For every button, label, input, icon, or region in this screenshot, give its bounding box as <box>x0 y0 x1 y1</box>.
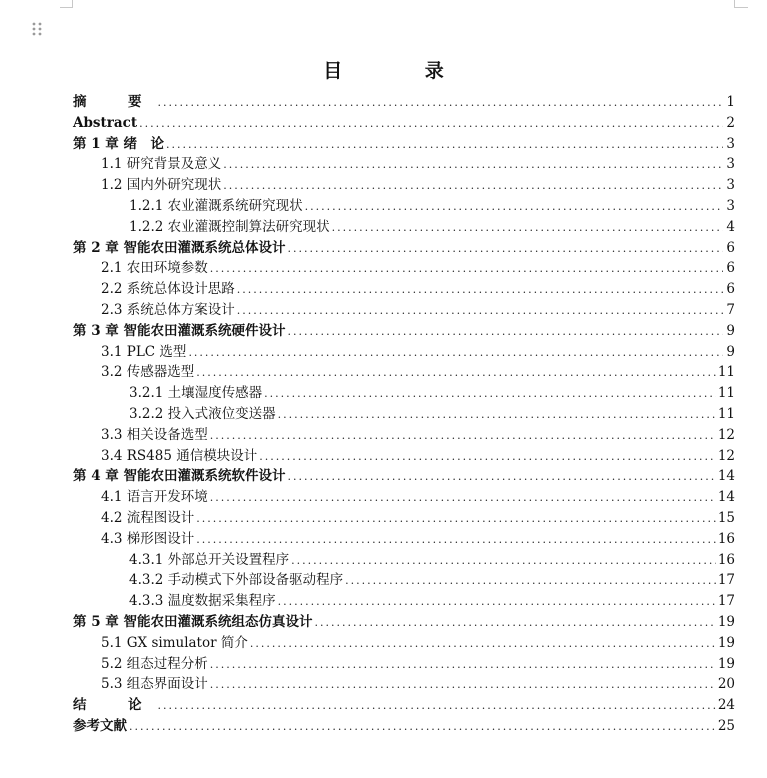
toc-entry-label: 4.3 梯形图设计 <box>101 530 195 547</box>
table-of-contents <box>73 92 735 737</box>
toc-entry-page-number: 16 <box>717 530 735 547</box>
toc-entry[interactable] <box>73 404 735 425</box>
toc-entry-page-number: 4 <box>726 218 735 235</box>
toc-entry[interactable] <box>73 196 735 217</box>
toc-entry-page-number: 14 <box>717 489 735 506</box>
toc-dot-leader <box>210 259 723 280</box>
toc-entry-page-number: 3 <box>726 197 735 214</box>
toc-dot-leader <box>196 530 716 551</box>
toc-entry[interactable] <box>73 425 735 446</box>
toc-entry-label: 3.2.2 投入式液位变送器 <box>129 405 276 422</box>
toc-entry-label: 1.1 研究背景及意义 <box>101 156 222 173</box>
toc-entry-page-number: 20 <box>717 676 735 693</box>
toc-title: 目 录 <box>323 60 482 82</box>
toc-entry[interactable] <box>73 695 735 716</box>
toc-entry[interactable] <box>73 674 735 695</box>
toc-entry-page-number: 16 <box>717 551 735 568</box>
toc-dot-leader <box>250 634 716 655</box>
toc-entry-page-number: 3 <box>726 135 735 152</box>
toc-entry-label: 1.2.1 农业灌溉系统研究现状 <box>129 197 303 214</box>
toc-entry-page-number: 19 <box>717 613 735 630</box>
toc-entry-page-number: 12 <box>717 426 735 443</box>
toc-entry-page-number: 12 <box>717 447 735 464</box>
toc-dot-leader <box>259 447 716 468</box>
toc-dot-leader <box>237 280 723 301</box>
toc-entry-page-number: 19 <box>717 655 735 672</box>
toc-entry-label: 第 2 章 智能农田灌溉系统总体设计 <box>73 239 286 256</box>
toc-dot-leader <box>210 488 716 509</box>
toc-dot-leader <box>196 363 716 384</box>
toc-entry-label: 4.3.1 外部总开关设置程序 <box>129 551 290 568</box>
toc-entry-page-number: 9 <box>726 343 735 360</box>
toc-entry-page-number: 3 <box>726 156 735 173</box>
toc-entry[interactable] <box>73 612 735 633</box>
toc-entry-page-number: 1 <box>726 94 735 110</box>
toc-entry[interactable] <box>73 258 735 279</box>
toc-dot-leader <box>345 571 716 592</box>
toc-entry-label: 5.2 组态过程分析 <box>101 655 208 672</box>
toc-entry[interactable] <box>73 383 735 404</box>
toc-entry-page-number: 7 <box>726 301 735 318</box>
toc-entry[interactable] <box>73 716 735 737</box>
toc-entry[interactable] <box>73 134 735 155</box>
toc-entry-label: Abstract <box>73 114 138 131</box>
toc-entry[interactable] <box>73 550 735 571</box>
toc-entry-page-number: 14 <box>717 468 735 485</box>
toc-entry-label: 4.1 语言开发环境 <box>101 489 208 506</box>
toc-dot-leader <box>210 426 716 447</box>
toc-entry-page-number: 11 <box>717 385 735 402</box>
toc-entry-label: 1.2 国内外研究现状 <box>101 177 222 194</box>
toc-entry[interactable] <box>73 175 735 196</box>
toc-entry-label: 结 论 <box>73 697 156 714</box>
toc-dot-leader <box>223 155 723 176</box>
toc-dot-leader <box>264 384 716 405</box>
toc-dot-leader <box>332 218 723 239</box>
toc-dot-leader <box>315 613 716 634</box>
toc-entry-label: 3.4 RS485 通信模块设计 <box>101 447 258 464</box>
toc-dot-leader <box>210 675 716 696</box>
toc-entry[interactable] <box>73 113 735 134</box>
toc-dot-leader <box>129 717 716 738</box>
toc-entry-page-number: 24 <box>717 697 735 714</box>
drag-handle-icon[interactable] <box>31 22 43 36</box>
page-corner-mark-right-horizontal <box>734 7 748 8</box>
toc-entry-page-number: 6 <box>726 281 735 298</box>
toc-dot-leader <box>278 592 716 613</box>
toc-entry[interactable] <box>73 321 735 342</box>
toc-entry[interactable] <box>73 570 735 591</box>
toc-dot-leader <box>278 405 716 426</box>
toc-entry-label: 3.2.1 土壤湿度传感器 <box>129 385 263 402</box>
toc-entry[interactable] <box>73 633 735 654</box>
toc-dot-leader <box>158 93 724 114</box>
toc-entry[interactable] <box>73 591 735 612</box>
toc-entry[interactable] <box>73 154 735 175</box>
toc-entry-label: 4.3.3 温度数据采集程序 <box>129 593 276 610</box>
toc-entry[interactable] <box>73 300 735 321</box>
toc-entry[interactable] <box>73 217 735 238</box>
toc-entry-page-number: 17 <box>717 572 735 589</box>
toc-entry-label: 第 4 章 智能农田灌溉系统软件设计 <box>73 468 286 485</box>
toc-entry[interactable] <box>73 92 735 113</box>
toc-entry-label: 3.3 相关设备选型 <box>101 426 208 443</box>
toc-dot-leader <box>305 197 723 218</box>
toc-entry[interactable] <box>73 446 735 467</box>
page-corner-mark-left-horizontal <box>60 7 73 8</box>
toc-entry[interactable] <box>73 529 735 550</box>
toc-entry-page-number: 3 <box>726 177 735 194</box>
toc-dot-leader <box>210 655 716 676</box>
toc-dot-leader <box>288 239 724 260</box>
toc-entry-page-number: 25 <box>717 717 735 734</box>
toc-entry-label: 5.3 组态界面设计 <box>101 676 208 693</box>
toc-entry-label: 1.2.2 农业灌溉控制算法研究现状 <box>129 218 330 235</box>
toc-dot-leader <box>166 135 723 156</box>
toc-entry-label: 参考文献 <box>73 717 127 734</box>
toc-entry-page-number: 9 <box>726 322 735 339</box>
toc-entry-page-number: 2 <box>726 114 735 131</box>
toc-entry-label: 2.1 农田环境参数 <box>101 260 208 277</box>
toc-entry-label: 3.1 PLC 选型 <box>101 343 187 360</box>
toc-dot-leader <box>237 301 723 322</box>
toc-dot-leader <box>196 509 716 530</box>
toc-dot-leader <box>223 176 723 197</box>
toc-dot-leader <box>188 343 723 364</box>
toc-entry-label: 2.3 系统总体方案设计 <box>101 301 235 318</box>
toc-dot-leader <box>288 322 724 343</box>
toc-entry-page-number: 11 <box>717 405 735 422</box>
toc-entry[interactable] <box>73 466 735 487</box>
toc-dot-leader <box>139 114 723 135</box>
toc-entry-label: 5.1 GX simulator 简介 <box>101 634 248 651</box>
toc-entry[interactable] <box>73 654 735 675</box>
toc-entry[interactable] <box>73 508 735 529</box>
toc-dot-leader <box>158 696 716 717</box>
toc-entry-page-number: 15 <box>717 509 735 526</box>
toc-entry-label: 4.3.2 手动模式下外部设备驱动程序 <box>129 572 344 589</box>
toc-dot-leader <box>291 551 716 572</box>
toc-entry[interactable] <box>73 279 735 300</box>
toc-entry-label: 摘 要 <box>73 94 156 110</box>
toc-dot-leader <box>288 467 716 488</box>
toc-entry-label: 第 1 章 绪 论 <box>73 135 164 152</box>
toc-entry-label: 第 5 章 智能农田灌溉系统组态仿真设计 <box>73 613 313 630</box>
toc-entry-page-number: 17 <box>717 593 735 610</box>
toc-entry-page-number: 19 <box>717 634 735 651</box>
toc-entry-label: 2.2 系统总体设计思路 <box>101 281 235 298</box>
toc-entry[interactable] <box>73 238 735 259</box>
toc-entry-page-number: 11 <box>717 364 735 381</box>
toc-entry[interactable] <box>73 362 735 383</box>
toc-entry-label: 3.2 传感器选型 <box>101 364 195 381</box>
toc-entry-page-number: 6 <box>726 260 735 277</box>
toc-entry[interactable] <box>73 342 735 363</box>
toc-entry-label: 4.2 流程图设计 <box>101 509 195 526</box>
toc-entry-page-number: 6 <box>726 239 735 256</box>
toc-entry-label: 第 3 章 智能农田灌溉系统硬件设计 <box>73 322 286 339</box>
toc-entry[interactable] <box>73 487 735 508</box>
